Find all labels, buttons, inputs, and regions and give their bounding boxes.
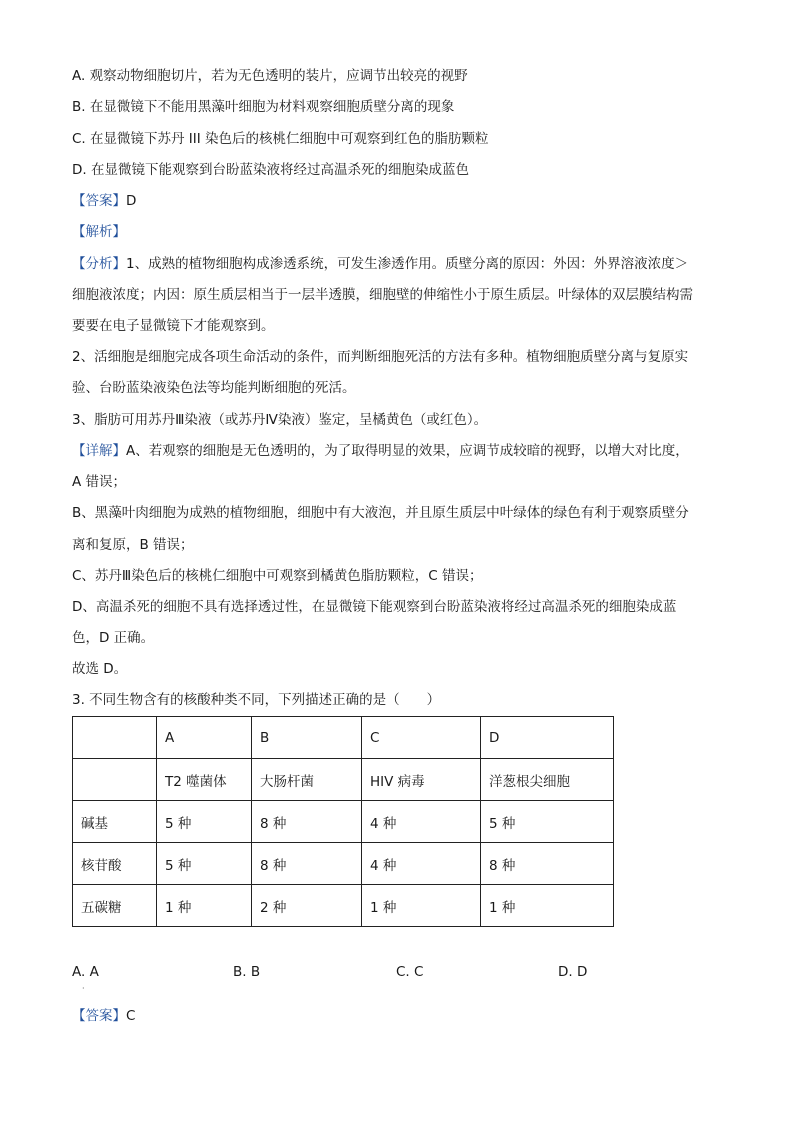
question-stem: 3. 不同生物含有的核酸种类不同，下列描述正确的是（ ） [72, 692, 441, 708]
table-cell: 1 种 [157, 885, 252, 927]
analysis-text: 3、脂肪可用苏丹Ⅲ染液（或苏丹Ⅳ染液）鉴定，呈橘黄色（或红色）。 [72, 412, 488, 428]
analysis-text: 1、成熟的植物细胞构成渗透系统，可发生渗透作用。质壁分离的原因：外因：外界溶液浓度＞ [126, 256, 689, 272]
analysis-text: A 错误； [72, 474, 127, 490]
analysis-text: 2、活细胞是细胞完成各项生命活动的条件，而判断细胞死活的方法有多种。植物细胞质壁分离与复原实 [72, 349, 689, 365]
analysis-sub-tag: 【分析】 [72, 256, 126, 272]
answer-tag: 【答案】 [72, 1008, 126, 1024]
analysis-text: D、高温杀死的细胞不具有选择透过性，在显微镜下能观察到台盼蓝染液将经过高温杀死的细胞染成蓝 [72, 599, 677, 615]
option-c: C. 在显微镜下苏丹 III 染色后的核桃仁细胞中可观察到红色的脂肪颗粒 [72, 131, 489, 147]
analysis-line [72, 566, 722, 586]
table-cell: 大肠杆菌 [252, 759, 362, 801]
nucleic-acid-table [72, 716, 614, 927]
table-cell: 1 种 [362, 885, 481, 927]
analysis-line [72, 410, 722, 430]
table-cell: B [252, 717, 362, 759]
analysis-line [72, 378, 722, 398]
stray-mark: · [82, 984, 85, 993]
analysis-line [72, 347, 722, 367]
analysis-heading [72, 222, 722, 242]
table-cell: HIV 病毒 [362, 759, 481, 801]
option-a: A. 观察动物细胞切片，若为无色透明的装片，应调节出较亮的视野 [72, 68, 468, 84]
table-cell: 4 种 [362, 843, 481, 885]
table-cell: 5 种 [157, 843, 252, 885]
choice-row [0, 964, 794, 986]
answer-tag: 【答案】 [72, 193, 126, 209]
analysis-line [72, 628, 722, 648]
option-b: B. 在显微镜下不能用黑藻叶细胞为材料观察细胞质壁分离的现象 [72, 99, 455, 115]
analysis-tag: 【解析】 [72, 224, 126, 240]
table-cell: T2 噬菌体 [157, 759, 252, 801]
analysis-text: 验、台盼蓝染液染色法等均能判断细胞的死活。 [72, 380, 356, 396]
table-cell: 8 种 [481, 843, 614, 885]
analysis-line [72, 316, 722, 336]
table-cell: 1 种 [481, 885, 614, 927]
choice-b: B. B [233, 964, 261, 980]
choice-a: A. A [72, 964, 99, 980]
analysis-text: B、黑藻叶肉细胞为成熟的植物细胞，细胞中有大液泡，并且原生质层中叶绿体的绿色有利于观察质壁分 [72, 505, 689, 521]
analysis-text: 色，D 正确。 [72, 630, 155, 646]
table-header-row [73, 717, 614, 759]
table-cell: A [157, 717, 252, 759]
analysis-line [72, 597, 722, 617]
analysis-line [72, 441, 722, 461]
analysis-line [72, 254, 722, 274]
table-cell: 核苷酸 [73, 843, 157, 885]
answer-value: C [126, 1008, 136, 1024]
analysis-text: 离和复原，B 错误； [72, 537, 194, 553]
answer-line [72, 191, 722, 211]
analysis-text: A、若观察的细胞是无色透明的，为了取得明显的效果，应调节成较暗的视野，以增大对比度， [126, 443, 689, 459]
choice-c: C. C [396, 964, 424, 980]
analysis-line [72, 285, 722, 305]
table-cell: 碱基 [73, 801, 157, 843]
detail-tag: 【详解】 [72, 443, 126, 459]
table-cell: 8 种 [252, 843, 362, 885]
answer-value: D [126, 193, 137, 209]
table-cell: C [362, 717, 481, 759]
choice-d: D. D [558, 964, 588, 980]
table-cell: 5 种 [157, 801, 252, 843]
analysis-text: 细胞液浓度；内因：原生质层相当于一层半透膜，细胞壁的伸缩性小于原生质层。叶绿体的双层膜结构需 [72, 287, 693, 303]
analysis-line [72, 503, 722, 523]
analysis-text: 故选 D。 [72, 661, 128, 677]
table-row [73, 759, 614, 801]
option-d: D. 在显微镜下能观察到台盼蓝染液将经过高温杀死的细胞染成蓝色 [72, 162, 469, 178]
analysis-text: C、苏丹Ⅲ染色后的核桃仁细胞中可观察到橘黄色脂肪颗粒，C 错误； [72, 568, 483, 584]
table-cell: 4 种 [362, 801, 481, 843]
table-row [73, 843, 614, 885]
table-cell: D [481, 717, 614, 759]
table-row [73, 885, 614, 927]
analysis-text: 要要在电子显微镜下才能观察到。 [72, 318, 275, 334]
table-cell: 8 种 [252, 801, 362, 843]
table-cell: 洋葱根尖细胞 [481, 759, 614, 801]
analysis-line [72, 472, 722, 492]
table-cell: 五碳糖 [73, 885, 157, 927]
analysis-line [72, 659, 722, 679]
table-row [73, 801, 614, 843]
analysis-line [72, 535, 722, 555]
table-cell: 2 种 [252, 885, 362, 927]
table-cell [73, 759, 157, 801]
table-cell: 5 种 [481, 801, 614, 843]
table-cell [73, 717, 157, 759]
answer-line-q3 [72, 1006, 722, 1026]
